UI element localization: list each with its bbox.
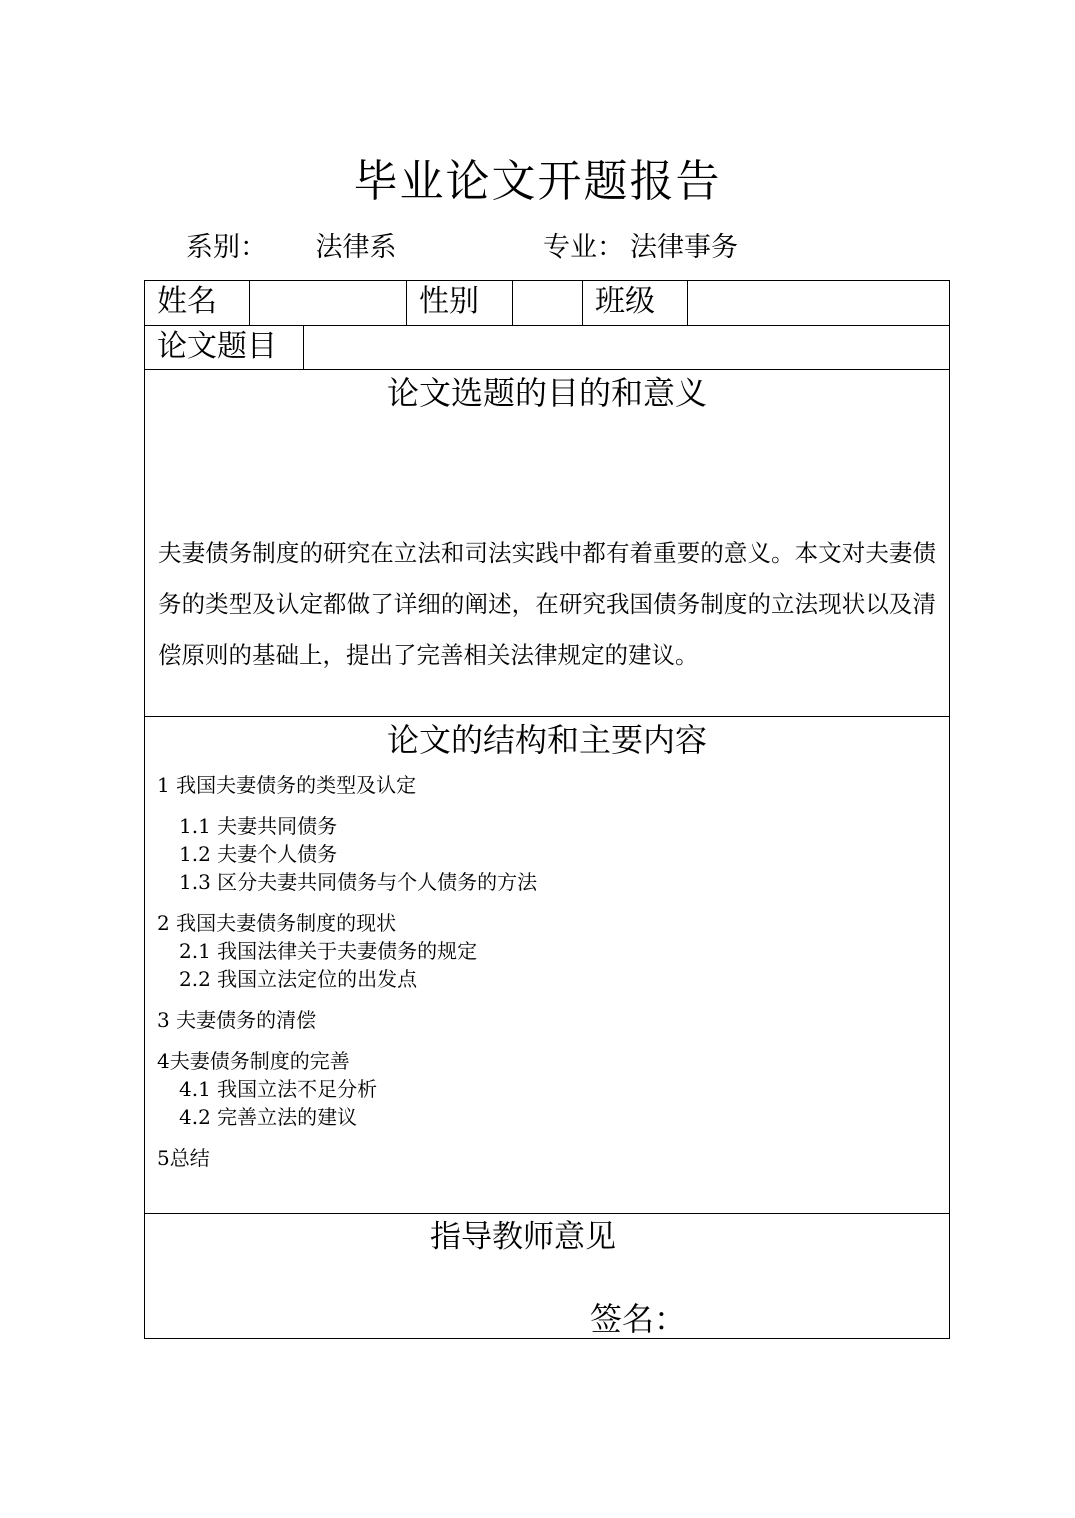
outline-chapter: 3 夫妻债务的清偿 bbox=[157, 1008, 317, 1032]
outline-chapter: 1 我国夫妻债务的类型及认定 bbox=[157, 773, 417, 797]
advisor-heading: 指导教师意见 bbox=[430, 1219, 616, 1255]
outline-subsection: 4.1 我国立法不足分析 bbox=[179, 1077, 378, 1101]
outline-subsection: 1.3 区分夫妻共同债务与个人债务的方法 bbox=[179, 870, 538, 894]
advisor-section bbox=[145, 1214, 949, 1340]
outline-subsection: 1.1 夫妻共同债务 bbox=[179, 814, 338, 838]
outline-chapter: 2 我国夫妻债务制度的现状 bbox=[157, 911, 397, 935]
outline-subsection: 2.1 我国法律关于夫妻债务的规定 bbox=[179, 939, 478, 963]
purpose-paragraph: 夫妻债务制度的研究在立法和司法实践中都有着重要的意义。本文对夫妻债务的类型及认定都做了详细的阐述，在研究我国债务制度的立法现状以及清偿原则的基础上，提出了完善相关法律规定的建议。 bbox=[158, 539, 936, 669]
department-value[interactable]: 法律系 bbox=[315, 232, 397, 263]
major-label: 专业： bbox=[543, 232, 624, 263]
gender-field[interactable] bbox=[513, 281, 583, 325]
signature-label: 签名： bbox=[590, 1300, 687, 1338]
outline-subsection: 1.2 夫妻个人债务 bbox=[179, 842, 338, 866]
report-form bbox=[144, 280, 950, 1339]
department-label: 系别： bbox=[186, 232, 267, 263]
thesis-title-row bbox=[145, 326, 949, 370]
major-value[interactable]: 法律事务 bbox=[630, 232, 738, 263]
thesis-title-field[interactable] bbox=[304, 326, 949, 369]
name-label: 姓名 bbox=[145, 281, 250, 325]
thesis-title-label: 论文题目 bbox=[145, 326, 304, 369]
outline-chapter: 5总结 bbox=[157, 1146, 210, 1170]
structure-outline bbox=[145, 771, 949, 1172]
class-label: 班级 bbox=[583, 281, 688, 325]
purpose-heading: 论文选题的目的和意义 bbox=[386, 374, 707, 412]
student-info-row bbox=[145, 281, 949, 326]
class-field[interactable] bbox=[688, 281, 949, 325]
outline-subsection: 2.2 我国立法定位的出发点 bbox=[179, 967, 418, 991]
outline-subsection: 4.2 完善立法的建议 bbox=[179, 1105, 358, 1129]
structure-section bbox=[145, 717, 949, 1214]
name-field[interactable] bbox=[250, 281, 407, 325]
gender-label: 性别 bbox=[407, 281, 513, 325]
document-title: 毕业论文开题报告 bbox=[353, 156, 722, 207]
outline-chapter: 4夫妻债务制度的完善 bbox=[157, 1049, 350, 1073]
purpose-section bbox=[145, 370, 949, 717]
structure-heading: 论文的结构和主要内容 bbox=[386, 721, 707, 759]
